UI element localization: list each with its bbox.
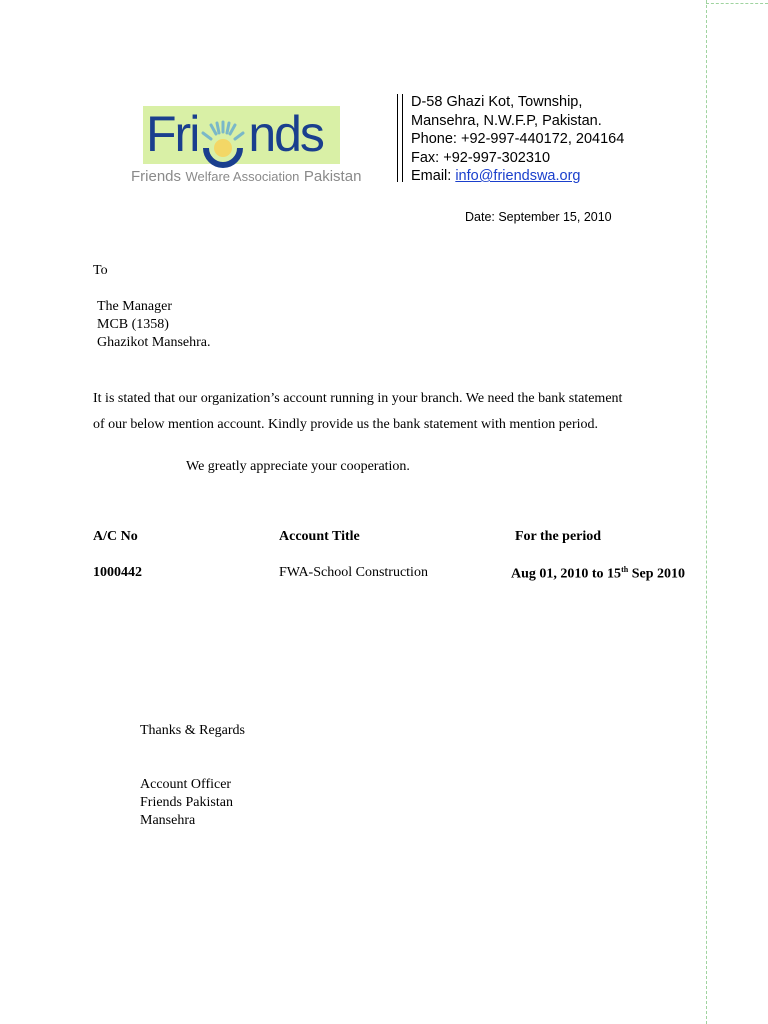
header-period: For the period [515, 529, 602, 544]
letter-date: Date: September 15, 2010 [465, 210, 612, 224]
signature-org: Friends Pakistan [140, 795, 233, 810]
email-link[interactable]: info@friendswa.org [455, 168, 581, 184]
friends-logo [146, 104, 323, 164]
organization-tagline [131, 168, 361, 186]
to-label: To [93, 263, 108, 278]
header-account-title: Account Title [279, 529, 360, 544]
recipient-block [97, 298, 211, 352]
recipient-bank: MCB (1358) [97, 317, 169, 332]
signature-block [140, 776, 233, 830]
body-line-2: of our below mention account. Kindly provide us the bank statement with mention period. [93, 417, 599, 432]
signature-role: Account Officer [140, 777, 232, 792]
email-line [411, 167, 624, 186]
address-line-1: D-58 Ghazi Kot, Township, [411, 94, 583, 110]
period-end: Sep 2010 [628, 566, 685, 582]
header-divider-right [402, 94, 403, 182]
contact-address [411, 93, 624, 186]
cell-account-title: FWA-School Construction [279, 565, 428, 580]
fax-line: Fax: +92-997-302310 [411, 149, 551, 166]
cell-account-no: 1000442 [93, 565, 142, 580]
period-superscript: th [621, 565, 629, 574]
signature-location: Mansehra [140, 813, 196, 828]
letter-body [93, 386, 703, 438]
body-line-1: It is stated that our organization’s account running in your branch. We need the bank statement [93, 391, 623, 406]
tagline-middle: Welfare Association [185, 169, 300, 184]
tagline-pakistan: Pakistan [303, 168, 362, 185]
appreciation-text: We greatly appreciate your cooperation. [186, 459, 410, 474]
page-boundary-line [706, 0, 707, 1024]
page-boundary-line-top [706, 3, 768, 4]
header-ac-no: A/C No [93, 529, 138, 544]
phone-line: Phone: +92-997-440172, 204164 [411, 131, 625, 147]
header-divider-left [397, 94, 398, 182]
recipient-title: The Manager [97, 299, 173, 314]
logo-prefix: Fri [146, 106, 199, 162]
period-start: Aug 01, 2010 to 15 [511, 566, 622, 582]
logo-suffix: nds [248, 106, 323, 162]
address-line-2: Mansehra, N.W.F.P, Pakistan. [411, 112, 602, 129]
recipient-location: Ghazikot Mansehra. [97, 335, 211, 350]
email-label: Email: [411, 168, 452, 184]
logo-sun-icon [198, 118, 248, 158]
cell-period [511, 565, 685, 583]
closing-line: Thanks & Regards [140, 723, 245, 738]
tagline-friends: Friends [131, 168, 182, 185]
